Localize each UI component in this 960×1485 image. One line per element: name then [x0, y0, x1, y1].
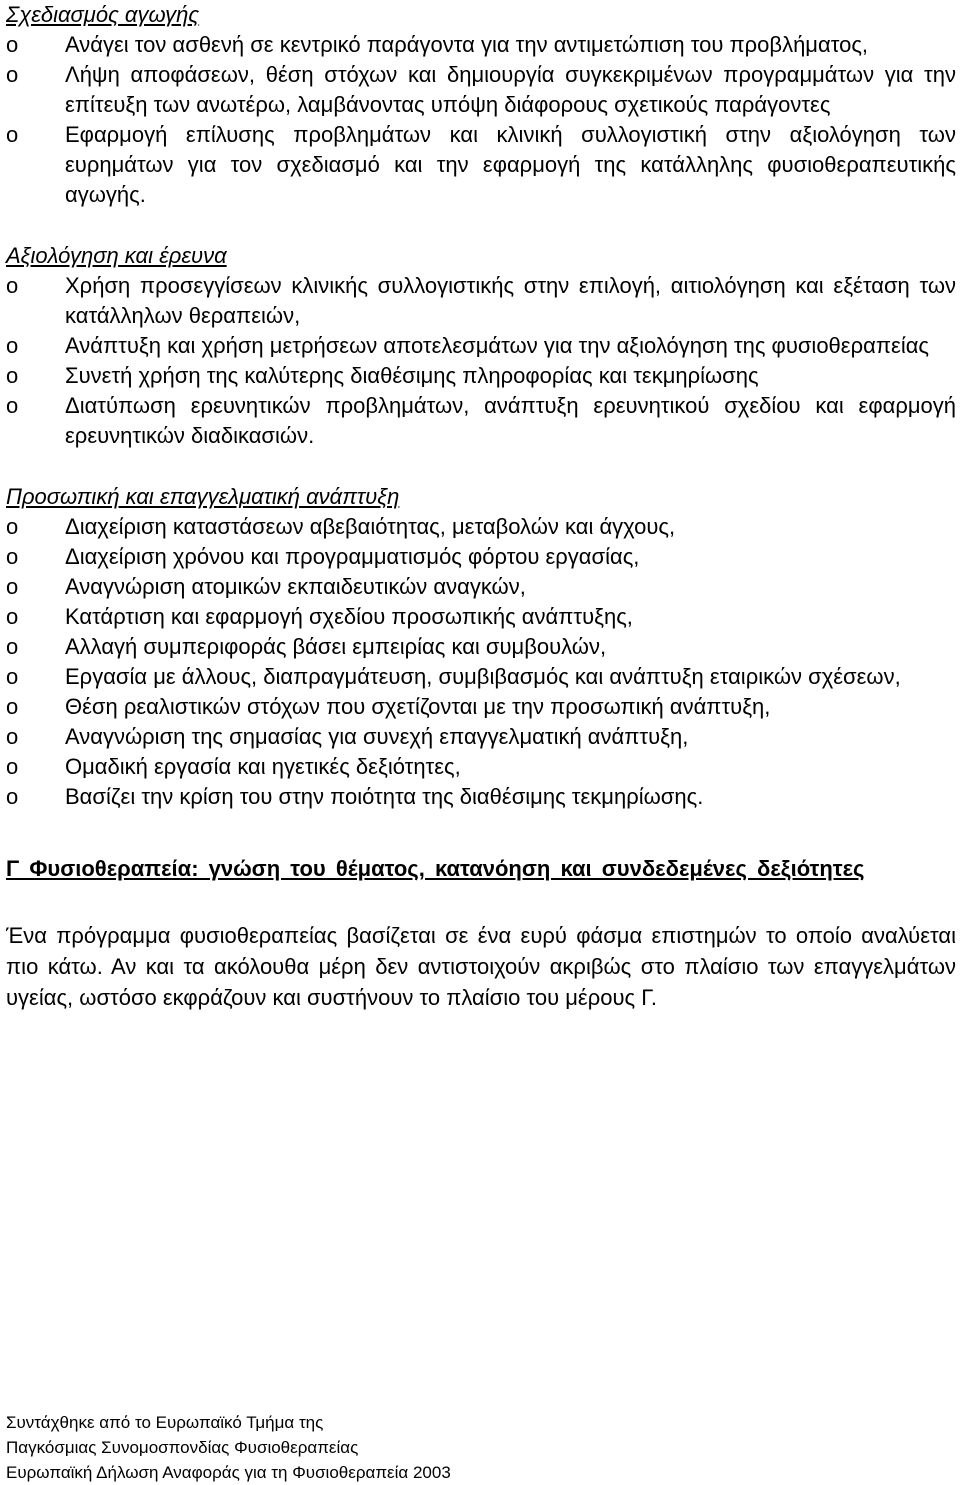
footer-line: Συντάχθηκε από το Ευρωπαϊκό Τμήμα της: [6, 1413, 324, 1432]
list-item: [6, 542, 956, 572]
list-item: [6, 692, 956, 722]
bullet-marker: o: [6, 363, 19, 388]
bullet-marker: o: [6, 694, 19, 719]
list-item-text: Εφαρμογή επίλυσης προβλημάτων και κλινική συλλογιστική στην αξιολόγηση των ευρημάτων για τον σχεδιασμό και την εφαρμογή της κατάλληλης φυσιοθεραπευτικής αγωγής.: [65, 122, 956, 207]
list-item-text: Ομαδική εργασία και ηγετικές δεξιότητες,: [65, 754, 461, 779]
list-item: [6, 662, 956, 692]
list-item: [6, 752, 956, 782]
intro-paragraph: Ένα πρόγραμμα φυσιοθεραπείας βασίζεται σε ένα ευρύ φάσμα επιστημών το οποίο αναλύεται πιο κάτω. Αν και τα ακόλουθα μέρη δεν αντιστοιχούν ακριβώς στο πλαίσιο των επαγγελμάτων υγείας, ωστόσο εκφράζουν και συστήνουν το πλαίσιο του μέρους Γ.: [6, 923, 956, 1010]
list-item-text: Ανάπτυξη και χρήση μετρήσεων αποτελεσμάτων για την αξιολόγηση της φυσιοθεραπείας: [65, 333, 930, 358]
page-footer: [6, 1410, 451, 1485]
bullet-marker: o: [6, 62, 19, 87]
document-page: [6, 0, 956, 1013]
list-item-text: Διατύπωση ερευνητικών προβλημάτων, ανάπτυξη ερευνητικού σχεδίου και εφαρμογή ερευνητικών διαδικασιών.: [65, 393, 956, 448]
bullet-marker: o: [6, 333, 19, 358]
section-heading-physiotherapy: Γ Φυσιοθεραπεία: γνώση του θέματος, κατανόηση και συνδεδεμένες δεξιότητες: [6, 856, 865, 881]
list-item: [6, 331, 956, 361]
list-item: [6, 60, 956, 120]
list-item: [6, 602, 956, 632]
footer-line: Ευρωπαϊκή Δήλωση Αναφοράς για τη Φυσιοθεραπεία 2003: [6, 1463, 451, 1482]
bullet-marker: o: [6, 604, 19, 629]
list-item: [6, 361, 956, 391]
list-item-text: Βασίζει την κρίση του στην ποιότητα της διαθέσιμης τεκμηρίωσης.: [65, 784, 704, 809]
list-item: [6, 391, 956, 451]
list-item: [6, 512, 956, 542]
bullet-marker: o: [6, 32, 19, 57]
evaluation-research-list: [6, 271, 956, 451]
list-item-text: Χρήση προσεγγίσεων κλινικής συλλογιστικής στην επιλογή, αιτιολόγηση και εξέταση των κατάλληλων θεραπειών,: [65, 273, 956, 328]
list-item-text: Ανάγει τον ασθενή σε κεντρικό παράγοντα για την αντιμετώπιση του προβλήματος,: [65, 32, 869, 57]
treatment-planning-list: [6, 30, 956, 210]
bullet-marker: o: [6, 544, 19, 569]
footer-line: Παγκόσμιας Συνομοσπονδίας Φυσιοθεραπείας: [6, 1438, 359, 1457]
personal-development-list: [6, 512, 956, 812]
list-item: [6, 632, 956, 662]
list-item-text: Συνετή χρήση της καλύτερης διαθέσιμης πληροφορίας και τεκμηρίωσης: [65, 363, 759, 388]
bullet-marker: o: [6, 754, 19, 779]
section-title-treatment-planning: Σχεδιασμός αγωγής: [6, 2, 200, 27]
list-item-text: Αλλαγή συμπεριφοράς βάσει εμπειρίας και συμβουλών,: [65, 634, 607, 659]
list-item-text: Αναγνώριση της σημασίας για συνεχή επαγγελματική ανάπτυξη,: [65, 724, 689, 749]
bullet-marker: o: [6, 393, 19, 418]
bullet-marker: o: [6, 273, 19, 298]
section-title-personal-development: Προσωπική και επαγγελματική ανάπτυξη: [6, 484, 400, 509]
list-item-text: Θέση ρεαλιστικών στόχων που σχετίζονται με την προσωπική ανάπτυξη,: [65, 694, 771, 719]
list-item-text: Διαχείριση χρόνου και προγραμματισμός φόρτου εργασίας,: [65, 544, 640, 569]
list-item: [6, 782, 956, 812]
list-item-text: Λήψη αποφάσεων, θέση στόχων και δημιουργία συγκεκριμένων προγραμμάτων για την επίτευξη των ανωτέρω, λαμβάνοντας υπόψη διάφορους σχετικούς παράγοντες: [65, 62, 956, 117]
bullet-marker: o: [6, 664, 19, 689]
list-item: [6, 271, 956, 331]
bullet-marker: o: [6, 574, 19, 599]
list-item: [6, 30, 956, 60]
list-item-text: Κατάρτιση και εφαρμογή σχεδίου προσωπικής ανάπτυξης,: [65, 604, 633, 629]
list-item: [6, 120, 956, 210]
list-item: [6, 572, 956, 602]
section-title-evaluation-research: Αξιολόγηση και έρευνα: [6, 243, 227, 268]
bullet-marker: o: [6, 122, 19, 147]
bullet-marker: o: [6, 634, 19, 659]
list-item: [6, 722, 956, 752]
list-item-text: Διαχείριση καταστάσεων αβεβαιότητας, μεταβολών και άγχους,: [65, 514, 676, 539]
list-item-text: Εργασία με άλλους, διαπραγμάτευση, συμβιβασμός και ανάπτυξη εταιρικών σχέσεων,: [65, 664, 901, 689]
bullet-marker: o: [6, 784, 19, 809]
bullet-marker: o: [6, 514, 19, 539]
list-item-text: Αναγνώριση ατομικών εκπαιδευτικών αναγκών,: [65, 574, 526, 599]
bullet-marker: o: [6, 724, 19, 749]
